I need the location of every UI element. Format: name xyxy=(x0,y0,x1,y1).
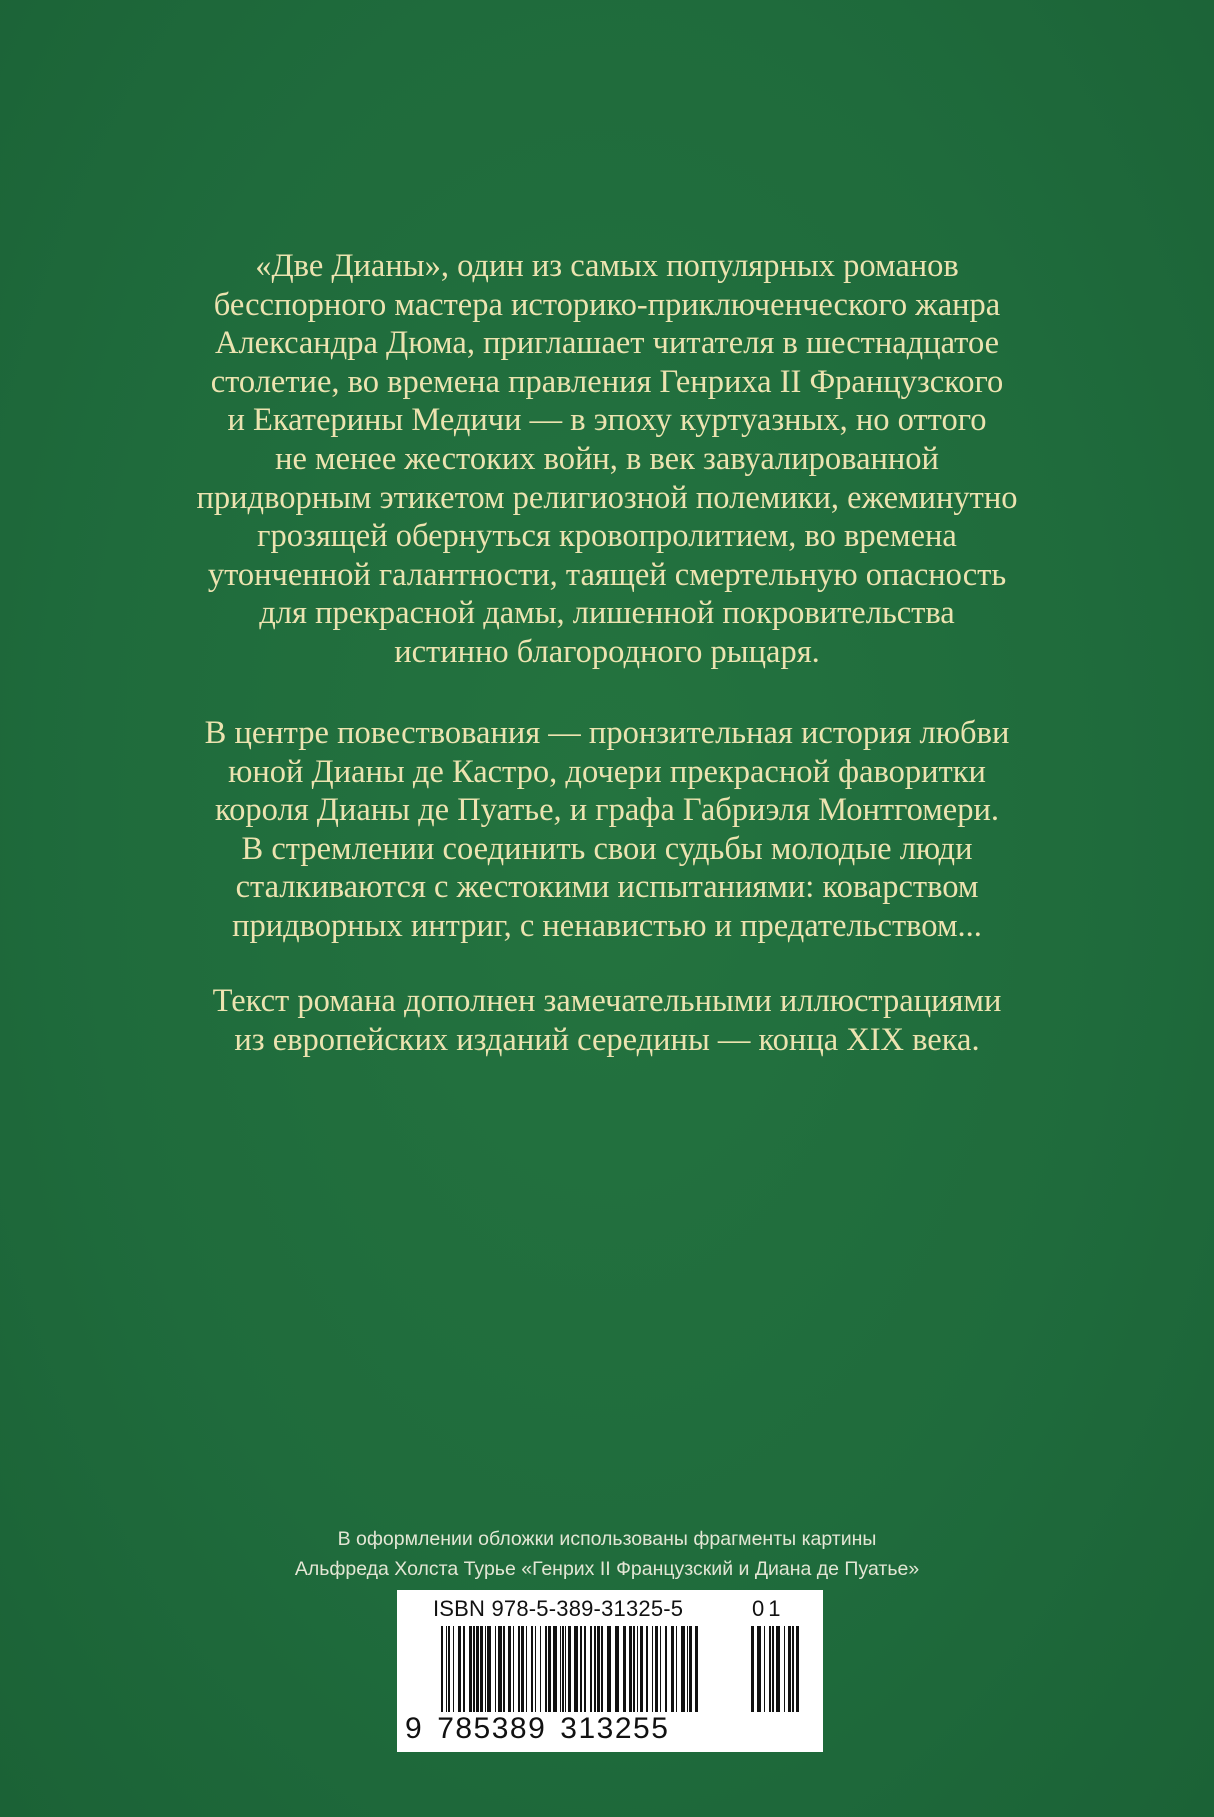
barcode-bar xyxy=(545,1626,547,1712)
isbn-barcode xyxy=(397,1590,823,1752)
barcode-bar xyxy=(601,1626,603,1712)
annotation-line: короля Дианы де Пуатье, и графа Габриэля Монтгомери. xyxy=(215,792,999,829)
barcode-addon-code: 01 xyxy=(752,1596,785,1621)
annotation-line: утонченной галантности, таящей смертельную опасность xyxy=(207,556,1007,593)
barcode-bar xyxy=(796,1626,799,1712)
barcode-bar xyxy=(480,1626,483,1712)
barcode-bar xyxy=(757,1626,761,1712)
barcode-bar xyxy=(633,1626,635,1712)
barcode-bar xyxy=(788,1626,791,1712)
annotation-line: сталкиваются с жестокими испытаниями: коварством xyxy=(235,869,979,906)
annotation-line: В центре повествования — пронзительная история любви xyxy=(204,715,1010,751)
barcode-bar xyxy=(597,1626,600,1712)
barcode-bar xyxy=(560,1626,561,1712)
annotation-line: В стремлении соединить свои судьбы молодые люди xyxy=(241,830,973,867)
barcode-bar xyxy=(526,1626,527,1712)
barcode-bar xyxy=(540,1626,541,1712)
barcode-bar xyxy=(623,1626,626,1712)
barcode-addon-bars xyxy=(751,1626,801,1728)
barcode-bar xyxy=(487,1626,491,1712)
barcode-bar xyxy=(660,1626,661,1712)
annotation-line: не менее жестоких войн, в век завуалированной xyxy=(275,440,939,477)
barcode-bar xyxy=(521,1626,524,1712)
annotation-line: столетие, во времена правления Генриха II Французского xyxy=(210,363,1004,400)
annotation-line: Текст романа дополнен замечательными иллюстрациями xyxy=(212,983,1002,1019)
barcode-bar xyxy=(503,1626,505,1712)
barcode-bar xyxy=(687,1626,688,1712)
annotation-paragraph-3 xyxy=(0,982,1214,1059)
barcode-digits-right: 313255 xyxy=(560,1712,670,1745)
barcode-bar xyxy=(655,1626,658,1712)
barcode-bar xyxy=(508,1626,511,1712)
barcode-bar xyxy=(689,1626,692,1712)
barcode-bar xyxy=(458,1626,461,1712)
annotation-line: юной Дианы де Кастро, дочери прекрасной фаворитки xyxy=(228,753,986,790)
barcode-bar xyxy=(681,1626,685,1712)
annotation-line: придворных интриг, с ненавистью и предательством... xyxy=(232,907,982,944)
barcode-bar xyxy=(665,1626,667,1712)
annotation-paragraph-2 xyxy=(0,714,1214,946)
barcode-bar xyxy=(637,1626,638,1712)
barcode-bar xyxy=(615,1626,619,1712)
barcode-bar xyxy=(562,1626,564,1712)
barcode-bar xyxy=(769,1626,771,1712)
annotation-line: грозящей обернуться кровопролитием, во времена xyxy=(257,518,957,555)
barcode-bar xyxy=(676,1626,677,1712)
annotation-line: из европейских изданий середины — конца XIX века. xyxy=(234,1021,980,1058)
barcode-digits-left: 785389 xyxy=(437,1712,547,1745)
barcode-bar xyxy=(776,1626,780,1712)
annotation-line: Александра Дюма, приглашает читателя в шестнадцатое xyxy=(214,325,1000,362)
annotation-line: и Екатерины Медичи — в эпоху куртуазных, но оттого xyxy=(227,402,987,439)
barcode-bar xyxy=(446,1626,447,1712)
barcode-bar xyxy=(469,1626,472,1712)
barcode-bar xyxy=(652,1626,653,1712)
isbn-label: ISBN 978-5-389-31325-5 xyxy=(433,1596,684,1621)
barcode-bar xyxy=(751,1626,754,1712)
barcode-bar xyxy=(584,1626,586,1712)
barcode-bar xyxy=(792,1626,794,1712)
barcode-bar xyxy=(518,1626,520,1712)
annotation-paragraph-1 xyxy=(0,247,1214,672)
barcode-bar xyxy=(553,1626,557,1712)
barcode-bar xyxy=(463,1626,465,1712)
barcode-bar xyxy=(784,1626,785,1712)
barcode-bar xyxy=(568,1626,571,1712)
barcode-bar xyxy=(580,1626,582,1712)
barcode-bar xyxy=(574,1626,578,1712)
cover-credit-line: Альфреда Холста Турье «Генрих II Французский и Диана де Пуатье» xyxy=(294,1558,920,1580)
barcode-bar xyxy=(448,1626,450,1712)
barcode-bar xyxy=(671,1626,674,1712)
annotation-line: бесспорного мастера историко-приключенческого жанра xyxy=(213,286,1001,323)
barcode-bar xyxy=(441,1626,443,1712)
annotation-line: для прекрасной дамы, лишенной покровительства xyxy=(259,595,955,632)
barcode-bar xyxy=(535,1626,536,1712)
barcode-bar xyxy=(485,1626,486,1712)
barcode-bar xyxy=(513,1626,514,1712)
barcode-bar xyxy=(594,1626,596,1712)
barcode-digits xyxy=(405,1712,669,1746)
barcode-bar xyxy=(495,1626,496,1712)
barcode-digit-lead: 9 xyxy=(405,1712,424,1745)
barcode-bar xyxy=(453,1626,454,1712)
barcode-bar xyxy=(498,1626,502,1712)
barcode-bar xyxy=(473,1626,475,1712)
barcode-bar xyxy=(629,1626,632,1712)
barcode-bar xyxy=(607,1626,611,1712)
barcode-bar xyxy=(531,1626,533,1712)
annotation-line: истинно благородного рыцаря. xyxy=(394,633,820,670)
cover-credit-line: В оформлении обложки использованы фрагменты картины xyxy=(337,1528,877,1550)
barcode-bar xyxy=(695,1626,698,1712)
barcode-bar xyxy=(646,1626,648,1712)
barcode-bar xyxy=(590,1626,592,1712)
barcode-bar xyxy=(764,1626,765,1712)
annotation-line: «Две Дианы», один из самых популярных романов xyxy=(255,248,959,284)
barcode-bar xyxy=(565,1626,566,1712)
barcode-bar xyxy=(548,1626,551,1712)
barcode-bar xyxy=(476,1626,479,1712)
barcode-bar xyxy=(772,1626,774,1712)
cover-credit xyxy=(0,1524,1214,1584)
barcode-bar xyxy=(640,1626,643,1712)
annotation-line: придворным этикетом религиозной полемики, ежеминутно xyxy=(196,479,1018,516)
